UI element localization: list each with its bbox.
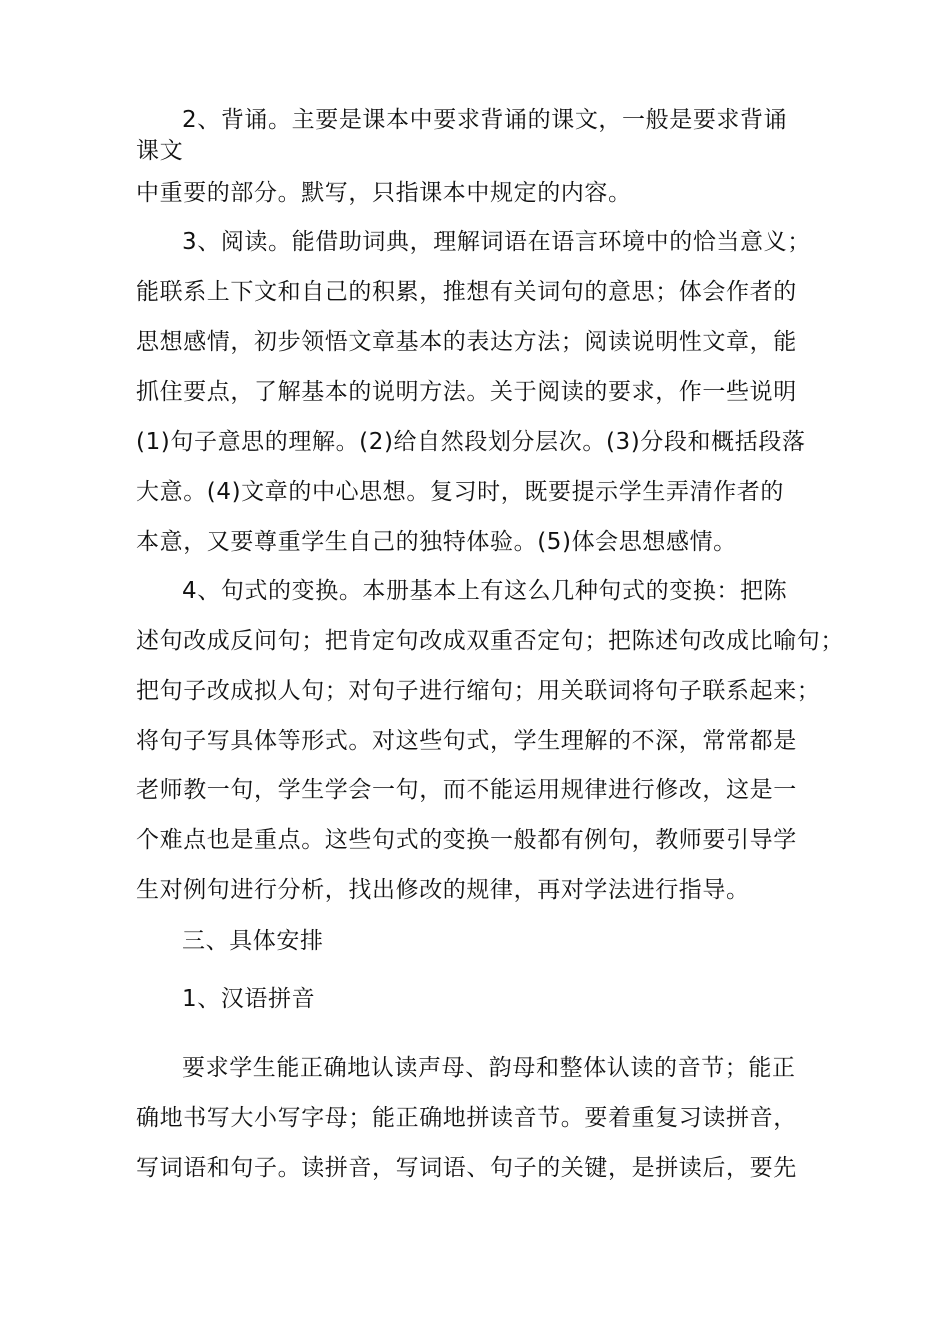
text-line: 大意。(4)文章的中心思想。复习时，既要提示学生弄清作者的 <box>136 479 784 505</box>
text-line: 课文 <box>136 138 184 164</box>
text-line: 思想感情，初步领悟文章基本的表达方法；阅读说明性文章，能 <box>136 329 797 355</box>
text-line: 将句子写具体等形式。对这些句式，学生理解的不深，常常都是 <box>136 728 797 754</box>
section-heading: 三、具体安排 <box>182 928 324 954</box>
text-line: 个难点也是重点。这些句式的变换一般都有例句，教师要引导学 <box>136 827 797 853</box>
text-line: 写词语和句子。读拼音，写词语、句子的关键，是拼读后，要先 <box>136 1155 797 1181</box>
text-line: 3、阅读。能借助词典，理解词语在语言环境中的恰当意义； <box>182 229 811 255</box>
text-line: 要求学生能正确地认读声母、韵母和整体认读的音节；能正 <box>182 1055 796 1081</box>
text-line: 确地书写大小写字母；能正确地拼读音节。要着重复习读拼音， <box>136 1105 797 1131</box>
subsection-heading: 1、汉语拼音 <box>182 986 316 1012</box>
text-line: 2、背诵。主要是课本中要求背诵的课文，一般是要求背诵 <box>182 107 788 133</box>
text-line: (1)句子意思的理解。(2)给自然段划分层次。(3)分段和概括段落 <box>136 429 806 455</box>
text-line: 中重要的部分。默写，只指课本中规定的内容。 <box>136 180 632 206</box>
text-line: 4、句式的变换。本册基本上有这么几种句式的变换：把陈 <box>182 578 788 604</box>
text-line: 把句子改成拟人句；对句子进行缩句；用关联词将句子联系起来； <box>136 678 821 704</box>
text-line: 本意，又要尊重学生自己的独特体验。(5)体会思想感情。 <box>136 529 737 555</box>
text-line: 老师教一句，学生学会一句，而不能运用规律进行修改，这是一 <box>136 777 797 803</box>
text-line: 能联系上下文和自己的积累，推想有关词句的意思；体会作者的 <box>136 279 797 305</box>
text-line: 生对例句进行分析，找出修改的规律，再对学法进行指导。 <box>136 877 750 903</box>
text-line: 抓住要点，了解基本的说明方法。关于阅读的要求，作一些说明 <box>136 379 797 405</box>
text-line: 述句改成反问句；把肯定句改成双重否定句；把陈述句改成比喻句； <box>136 628 844 654</box>
